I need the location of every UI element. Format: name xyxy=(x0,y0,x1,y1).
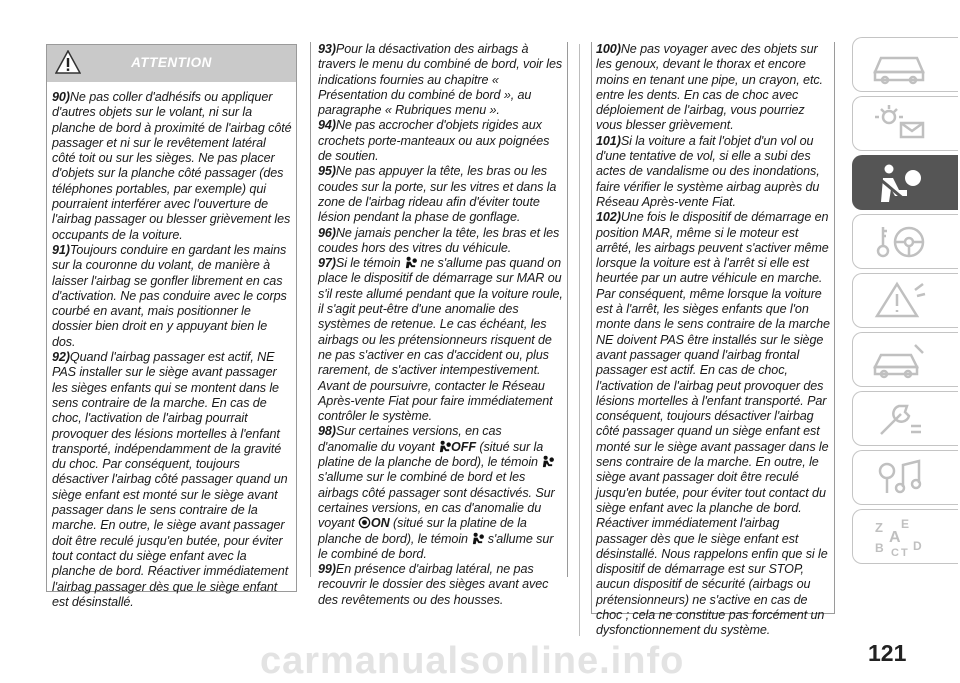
warning-102: 102)Une fois le dispositif de démarrage en position MAR, même si le moteur est arrêté, les airbags peuvent s'activer même lorsque la voiture est à l'arrêt si elle est heurtée par un autre véhicule en marche. Par conséquent, même lorsque la voiture est à l'arrêt, les sièges enfants que l'on monte dans le sens contraire de la marche NE doivent PAS être installés sur le siège avant passager quand l'airbag frontal passager est actif. En cas de choc, l'activation de l'airbag peut provoquer des lésions mortelles à l'enfant transporté. Par conséquent, toujours désactiver l'airbag côté passager quand un siège enfant est monté sur le siège avant passager dans le sens contraire de la marche. En outre, le siège avant passager doit être reculé jusqu'en butée, pour éviter tout contact du siège enfant avec la planche de bord. Réactiver immédiatement l'airbag passager dès que le siège enfant est désinstallé. Nous rappelons enfin que si le dispositif de démarrage est sur STOP, aucun dispositif de sécurité (airbags ou prétensionneurs) ne s'active en cas de choc ; cela ne constitue pas forcément un dysfonctionnement du système. xyxy=(596,210,830,638)
attention-header xyxy=(47,45,296,82)
column-divider xyxy=(579,44,580,636)
car-dashboard-icon xyxy=(871,44,929,86)
key-steering-icon xyxy=(871,221,929,263)
airbag-warning-light-icon xyxy=(541,455,554,468)
attention-title: ATTENTION xyxy=(131,55,212,70)
svg-text:D: D xyxy=(913,539,922,553)
warning-96: 96)Ne jamais pencher la tête, les bras et les coudes hors des vitres du véhicule. xyxy=(318,225,560,255)
attention-box xyxy=(46,44,297,609)
multimedia-icon xyxy=(871,457,929,499)
warning-90: 90)Ne pas coller d'adhésifs ou appliquer d'autres objets sur le volant, ni sur la planche de bord à proximité de l'airbag côté passager et ni sur le revêtement latéral côté toit ou sur les sièges. Ne pas placer d'objets sur la planche côté passager (des téléphones portables, par exemple) qui pourraient interférer avec l'ouverture de l'airbag passager ou blesser grièvement les occupants de la voiture. xyxy=(52,90,292,242)
svg-text:T: T xyxy=(901,547,908,558)
tab-starting-driving[interactable] xyxy=(852,214,958,269)
warning-lights-icon xyxy=(871,103,929,145)
warning-97: 97)Si le témoin ne s'allume pas quand on place le dispositif de démarrage sur MAR ou s'il reste allumé pendant que la voiture roule, il s'agit peut-être d'une anomalie des systèmes de retenue. Le cas échéant, les airbags ou les prétensionneurs risquent de ne pas s'activer en cas d'accident ou, plus rarement, de s'activer intempestivement. Avant de poursuivre, contacter le Réseau Après-vente Fiat pour faire immédiatement contrôler le système. xyxy=(318,256,563,424)
attention-body xyxy=(47,82,296,610)
svg-text:E: E xyxy=(901,517,910,531)
warning-98: 98)Sur certaines versions, en cas d'anomalie du voyant OFF (situé sur la platine de la planche de bord), le témoin s'allume sur le combiné de bord et les airbags côté passager sont désactivés. Sur certaines versions, en cas d'anomalie du voyant ON (situé sur la platine de la planche de bord), le témoin s'allume sur le combiné de bord. xyxy=(318,424,555,561)
airbag-warning-light-icon xyxy=(404,256,417,269)
svg-text:A: A xyxy=(889,529,901,546)
passenger-airbag-off-icon xyxy=(438,440,451,453)
warning-91: 91)Toujours conduire en gardant les mains sur la couronne du volant, de manière à laisser l'airbag se gonfler librement en cas d'activation. Ne pas conduire avec le corps courbé en avant, mais positionner le dossier bien droit en y appuyant bien le dos. xyxy=(52,242,287,349)
tab-emergency[interactable] xyxy=(852,273,958,328)
warning-99: 99)En présence d'airbag latéral, ne pas recouvrir le dossier des sièges avant avec des revêtements ou des housses. xyxy=(318,562,549,607)
tab-car-dashboard[interactable] xyxy=(852,37,958,92)
warnings-column-3 xyxy=(591,42,835,638)
svg-text:B: B xyxy=(875,541,884,555)
chapter-tabs xyxy=(852,37,960,568)
warning-92: 92)Quand l'airbag passager est actif, NE PAS installer sur le siège avant passager les sièges enfants qui se montent dans le sens contraire de la marche. En cas de choc, l'activation de l'airbag pourrait provoquer des lésions mortelles à l'enfant transporté, indépendamment de la gravité du choc. Par conséquent, toujours désactiver l'airbag côté passager quand un siège enfant est monté sur le siège avant passager dans le sens contraire de la marche. En outre, le siège avant passager doit être reculé jusqu'en butée, pour éviter tout contact du siège enfant avec la planche de bord. Réactiver immédiatement l'airbag passager dès que le siège enfant est désinstallé. xyxy=(52,350,289,609)
tab-warning-lights[interactable] xyxy=(852,96,958,151)
wrench-icon xyxy=(871,398,929,440)
tab-maintenance[interactable] xyxy=(852,332,958,387)
tab-technical-data[interactable] xyxy=(852,391,958,446)
tab-airbag-safety[interactable] xyxy=(852,155,958,210)
passenger-airbag-on-icon xyxy=(358,516,371,529)
svg-text:Z: Z xyxy=(875,520,883,535)
airbag-warning-light-icon xyxy=(471,532,484,545)
page-number: 121 xyxy=(868,640,907,666)
warning-100: 100)Ne pas voyager avec des objets sur les genoux, devant le thorax et encore moins en tenant une pipe, un crayon, etc. entre les dents. En cas de choc avec déploiement de l'airbag, vous pourriez vous blesser grièvement. xyxy=(596,42,823,133)
warning-95: 95)Ne pas appuyer la tête, les bras ou les coudes sur la porte, sur les vitres et dans la zone de l'airbag rideau afin d'éviter toute lésion pendant la phase de gonflage. xyxy=(318,164,557,225)
warnings-column-2 xyxy=(310,42,568,607)
alphabetical-index-icon xyxy=(871,516,929,558)
tab-index[interactable] xyxy=(852,509,958,564)
svg-text:C: C xyxy=(891,547,899,558)
warning-94: 94)Ne pas accrocher d'objets rigides aux crochets porte-manteaux ou aux poignées de soutien. xyxy=(318,118,550,164)
warning-93: 93)Pour la désactivation des airbags à travers le menu du combiné de bord, voir les indications fournies au chapitre « Présentation du combiné de bord », au paragraphe « Rubriques menu ». xyxy=(318,42,563,118)
maintenance-car-icon xyxy=(871,339,929,381)
watermark: carmanualsonline.info xyxy=(260,640,685,682)
airbag-seatbelt-icon xyxy=(871,162,929,204)
tab-multimedia[interactable] xyxy=(852,450,958,505)
breakdown-triangle-icon xyxy=(871,280,929,322)
warning-101: 101)Si la voiture a fait l'objet d'un vol ou d'une tentative de vol, si elle a subi des actes de vandalisme ou des inondations, faire vérifier le système airbag auprès du Réseau Après-vente Fiat. xyxy=(596,133,820,209)
